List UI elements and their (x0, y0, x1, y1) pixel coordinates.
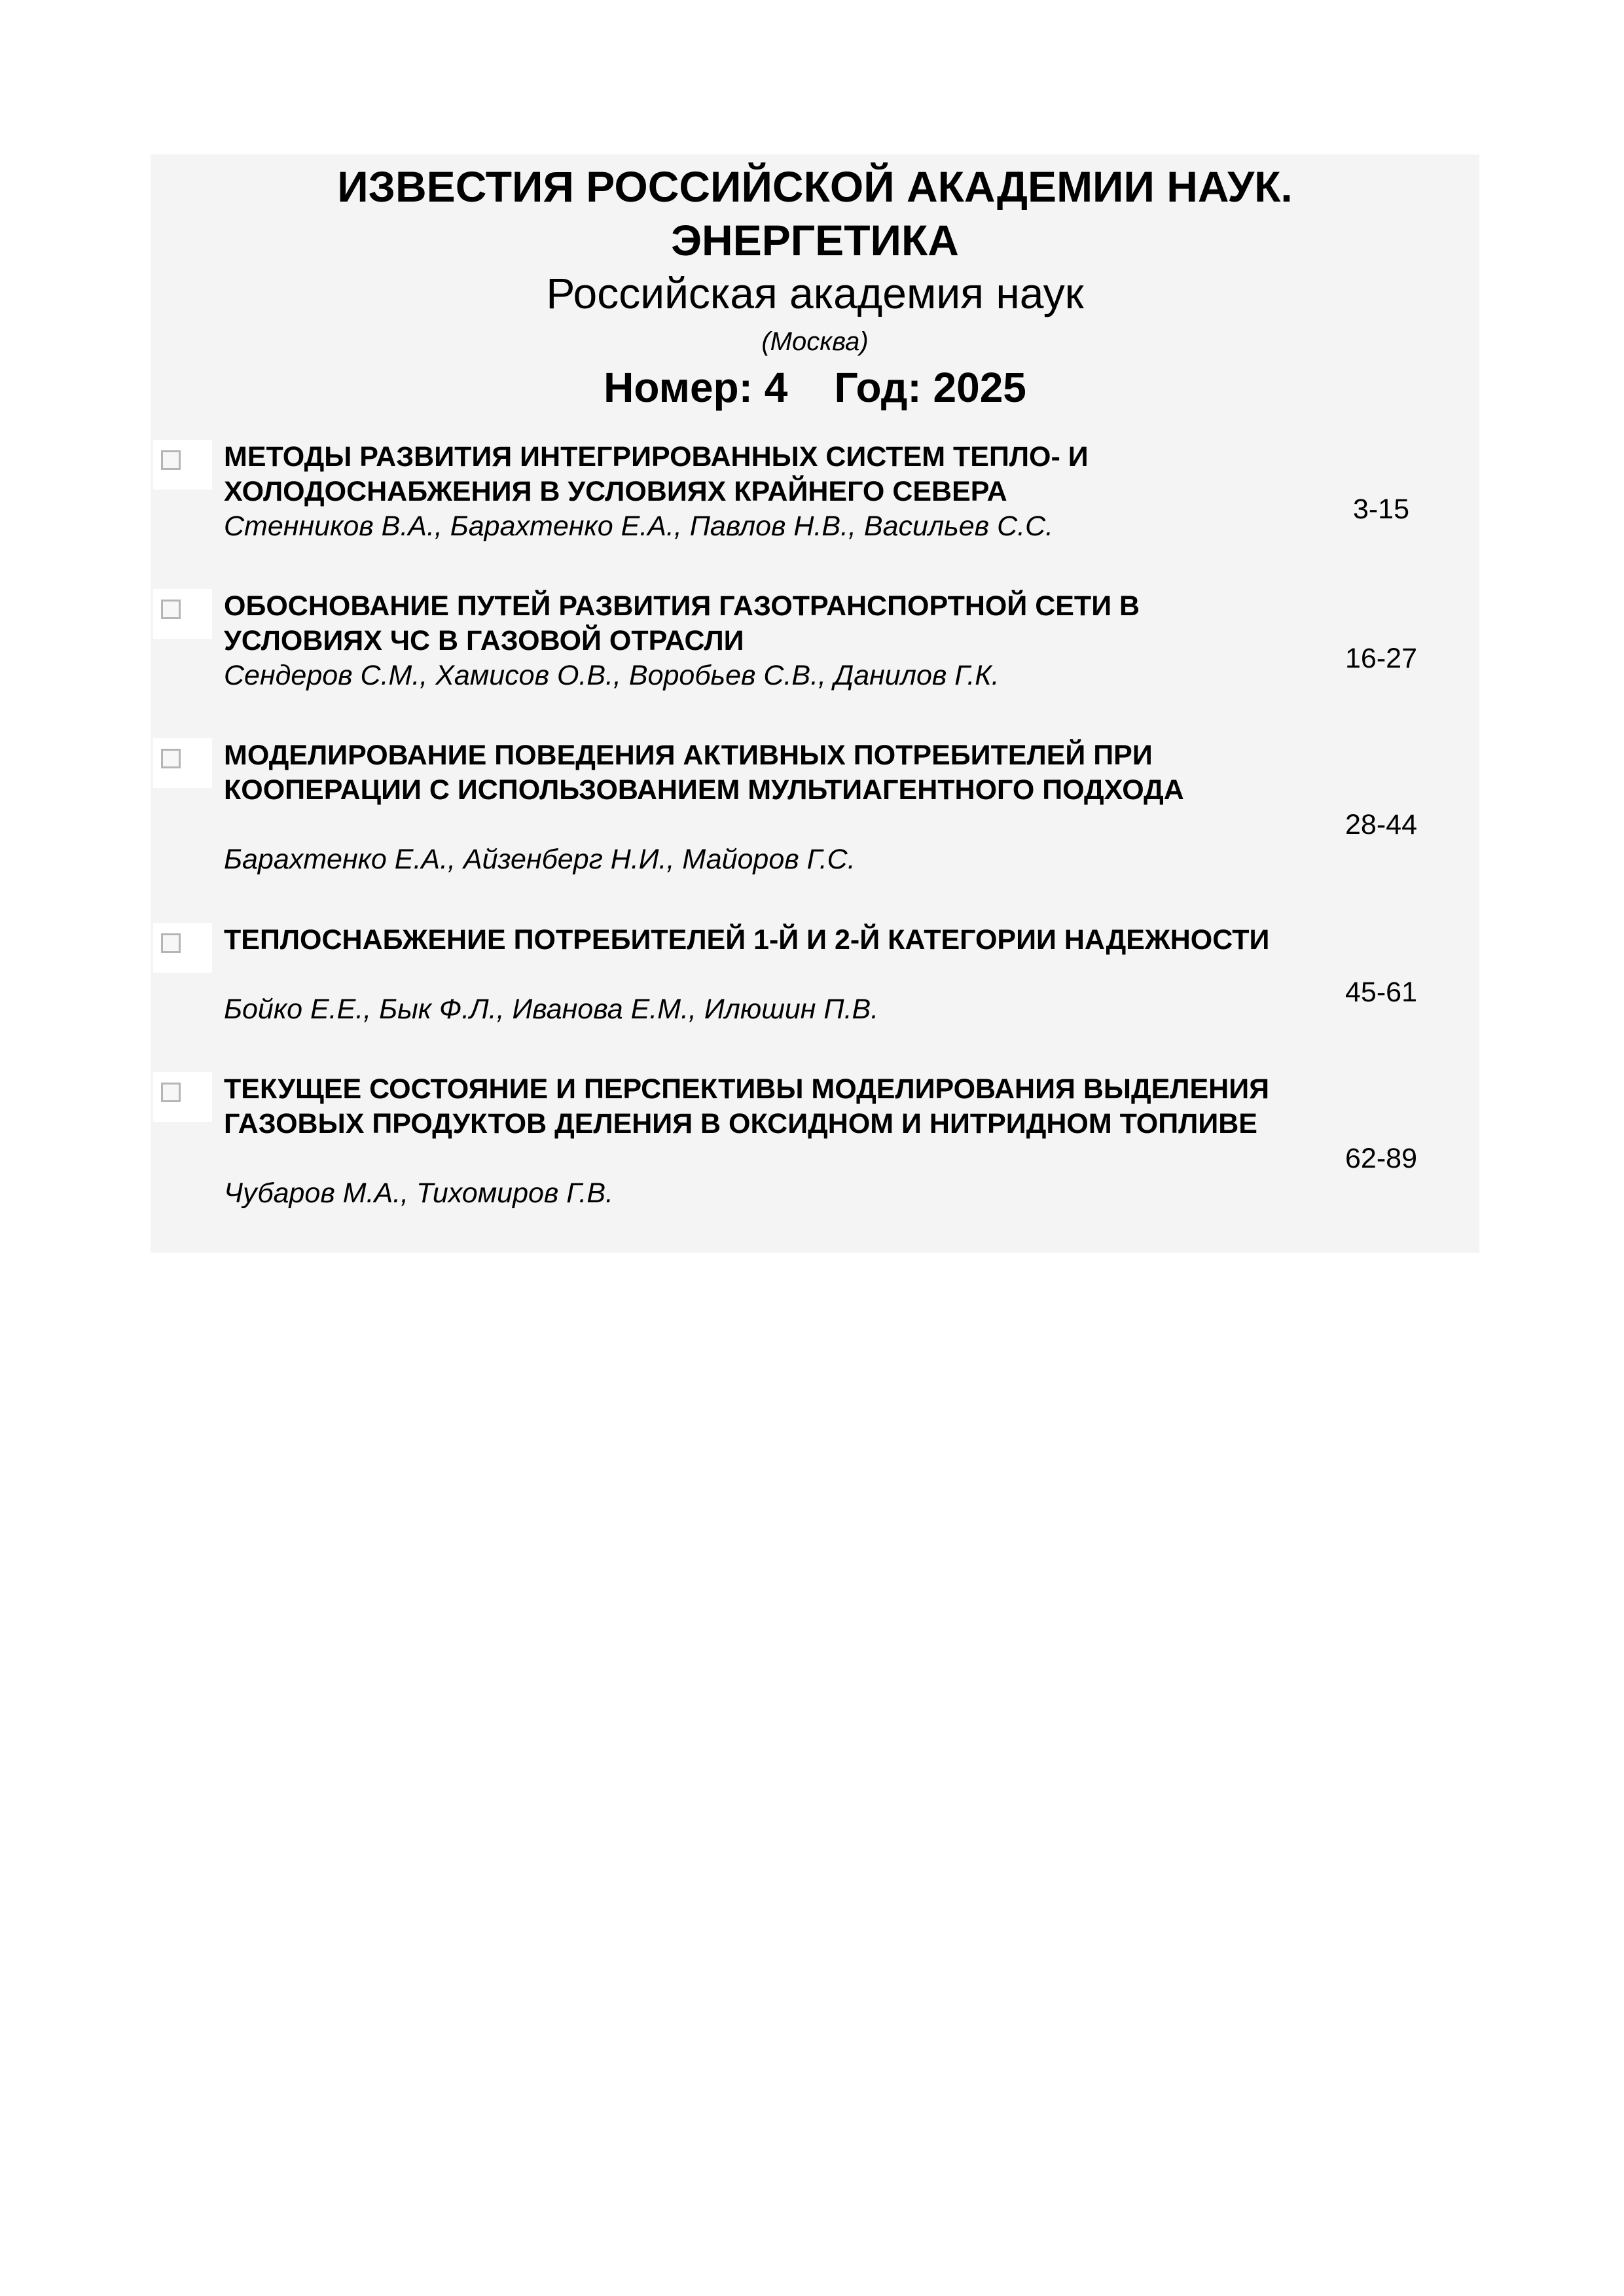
article-checkbox[interactable] (153, 440, 212, 490)
article-item (151, 738, 1479, 895)
checkbox-icon (161, 749, 181, 768)
journal-title-line-2: ЭНЕРГЕТИКА (671, 216, 959, 264)
issue-year: Год: 2025 (834, 364, 1026, 411)
article-title: ТЕКУЩЕЕ СОСТОЯНИЕ И ПЕРСПЕКТИВЫ МОДЕЛИРОВАНИЯ ВЫДЕЛЕНИЯ ГАЗОВЫХ ПРОДУКТОВ ДЕЛЕНИЯ В ОКСИДНОМ И НИТРИДНОМ ТОПЛИВЕ (224, 1073, 1270, 1139)
table-of-contents-panel (151, 154, 1479, 1253)
article-item (151, 440, 1479, 571)
checkbox-icon (161, 450, 181, 470)
article-title: ТЕПЛОСНАБЖЕНИЕ ПОТРЕБИТЕЛЕЙ 1-Й И 2-Й КАТЕГОРИИ НАДЕЖНОСТИ (224, 924, 1270, 956)
publisher-city: (Москва) (761, 327, 869, 356)
journal-title-line-1: ИЗВЕСТИЯ РОССИЙСКОЙ АКАДЕМИИ НАУК. (337, 162, 1293, 211)
article-pages: 62-89 (1345, 1143, 1417, 1174)
article-authors: Стенников В.А., Барахтенко Е.А., Павлов Н.В., Васильев С.С. (224, 511, 1054, 542)
article-pages: 28-44 (1345, 809, 1417, 840)
issue-number: Номер: 4 (604, 364, 788, 411)
checkbox-icon (161, 600, 181, 619)
article-pages: 3-15 (1352, 493, 1410, 525)
article-authors: Барахтенко Е.А., Айзенберг Н.И., Майоров Г.С. (224, 844, 856, 875)
publisher-name: Российская академия наук (546, 269, 1084, 317)
article-checkbox[interactable] (153, 1072, 212, 1122)
article-item (151, 1072, 1479, 1229)
article-checkbox[interactable] (153, 738, 212, 788)
article-pages: 45-61 (1345, 977, 1417, 1008)
checkbox-icon (161, 933, 181, 953)
checkbox-icon (161, 1083, 181, 1102)
journal-title (151, 160, 1479, 267)
article-title: МОДЕЛИРОВАНИЕ ПОВЕДЕНИЯ АКТИВНЫХ ПОТРЕБИТЕЛЕЙ ПРИ КООПЕРАЦИИ С ИСПОЛЬЗОВАНИЕМ МУЛЬТИАГЕНТНОГО ПОДХОДА (224, 740, 1184, 806)
article-title: ОБОСНОВАНИЕ ПУТЕЙ РАЗВИТИЯ ГАЗОТРАНСПОРТНОЙ СЕТИ В УСЛОВИЯХ ЧС В ГАЗОВОЙ ОТРАСЛИ (224, 590, 1140, 656)
article-item (151, 923, 1479, 1054)
article-item (151, 589, 1479, 720)
article-authors: Чубаров М.А., Тихомиров Г.В. (224, 1177, 613, 1209)
article-title: МЕТОДЫ РАЗВИТИЯ ИНТЕГРИРОВАННЫХ СИСТЕМ ТЕПЛО- И ХОЛОДОСНАБЖЕНИЯ В УСЛОВИЯХ КРАЙНЕГО СЕВЕРА (224, 441, 1089, 507)
article-authors: Сендеров С.М., Хамисов О.В., Воробьев С.В., Данилов Г.К. (224, 660, 1000, 691)
article-checkbox[interactable] (153, 923, 212, 973)
article-checkbox[interactable] (153, 589, 212, 639)
article-authors: Бойко Е.Е., Бык Ф.Л., Иванова Е.М., Илюшин П.В. (224, 994, 879, 1025)
issue-info (151, 361, 1479, 414)
article-pages: 16-27 (1345, 643, 1417, 674)
